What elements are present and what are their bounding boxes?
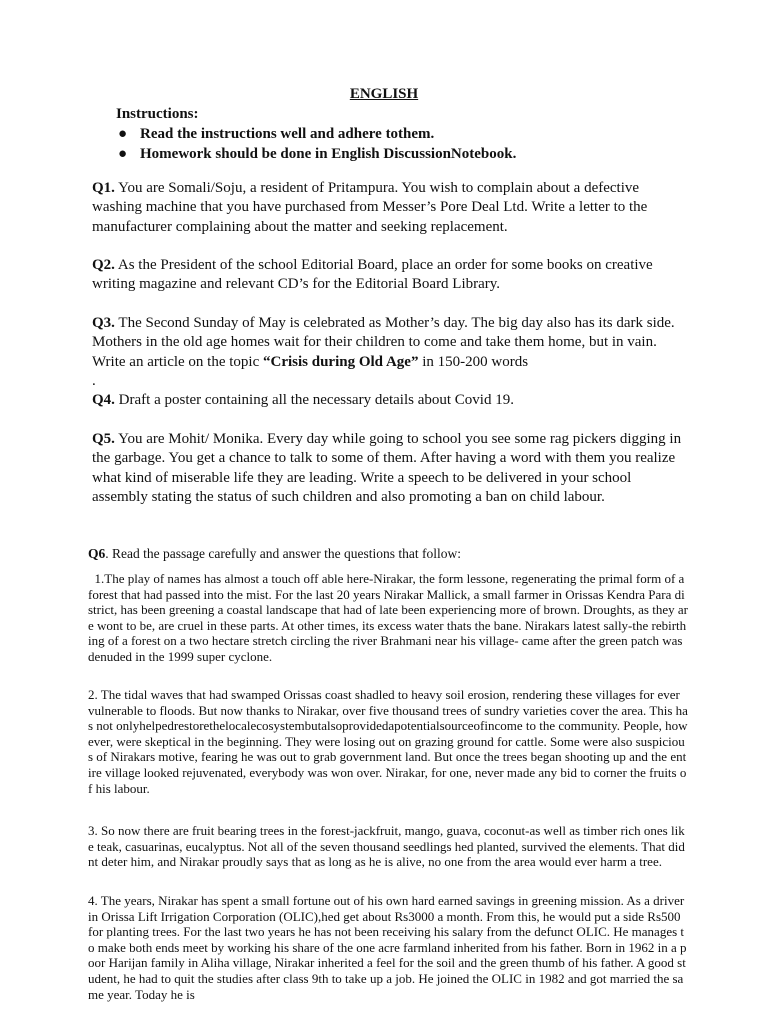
question-text: . Read the passage carefully and answer the questions that follow: xyxy=(105,546,462,561)
instructions-block xyxy=(116,104,716,164)
question-q1 xyxy=(92,179,682,237)
question-label: Q5. xyxy=(92,431,115,447)
question-label: Q3. xyxy=(92,315,115,331)
stray-period: . xyxy=(92,372,96,389)
bullet-icon: ● xyxy=(118,126,128,142)
question-text: As the President of the school Editorial Board, place an order for some books on creative writing magazine and relevant CD’s for the Editorial Board Library. xyxy=(92,257,653,293)
passage-paragraph-2: 2. The tidal waves that had swamped Orissas coast shadled to heavy soil erosion, rendering these villages for ever vulnerable to floods. But now thanks to Nirakar, over five thousand trees of sundry varieties cover the area. This has not onlyhelpedrestorethelocalecosystembutalsoprovidedapotentialsourceofincome to the community. People, however, were skeptical in the beginning. They were losing out on grazing ground for cattle. Some were also suspicious of Nirakars motive, fearing he was out to grab government land. But once the trees began shooting up and the entire village looked rejuvenated, everybody was won over. Nirakar, for one, never made any bid to corner the fruits of his labour. xyxy=(88,687,688,796)
question-text: You are Somali/Soju, a resident of Pritampura. You wish to complain about a defective washing machine that you have purchased from Messer’s Pore Deal Ltd. Write a letter to the manufacturer complaining about the matter and seeking replacement. xyxy=(92,180,648,235)
question-text: The Second Sunday of May is celebrated as Mother’s day. The big day also has its dark side. Mothers in the old age homes wait for their children to come and take them home, but in vain. Write an article on the topic xyxy=(92,315,675,370)
instruction-item xyxy=(118,144,716,164)
question-q4 xyxy=(92,391,682,410)
question-suffix: in 150-200 words xyxy=(422,353,529,370)
bullet-icon: ● xyxy=(118,146,128,162)
question-q5 xyxy=(92,430,682,507)
passage-paragraph-3: 3. So now there are fruit bearing trees in the forest-jackfruit, mango, guava, coconut-as well as timber rich ones like teak, casuarinas, eucalyptus. Not all of the seven thousand seedlings hed planted, survived the elements. That didnt deter him, and Nirakar proudly says that as long as he is alive, no one from the area would ever harm a tree. xyxy=(88,823,685,870)
instructions-heading: Instructions: xyxy=(116,106,199,122)
question-text: Draft a poster containing all the necessary details about Covid 19. xyxy=(118,392,514,408)
question-q2 xyxy=(92,256,682,295)
question-topic: “Crisis during Old Age” xyxy=(263,353,419,370)
question-label: Q1. xyxy=(92,180,115,196)
question-label: Q2. xyxy=(92,257,115,273)
instructions-list xyxy=(116,124,716,164)
question-q3 xyxy=(92,314,682,391)
instruction-text: Homework should be done in English DiscussionNotebook. xyxy=(140,146,517,162)
passage-paragraph-4: 4. The years, Nirakar has spent a small fortune out of his own hard earned savings in greening mission. As a driver in Orissa Lift Irrigation Corporation (OLIC),hed get about Rs3000 a month. From this, he would put a side Rs500 for planting trees. For the last two years he has not been receiving his salary from the defunct OLIC. He manages to make both ends meet by working his share of the one acre farmland inherited from his father. Born in 1962 in a poor Harijan family in Aliha village, Nirakar inherited a feel for the soil and the green thumb of his father. A good student, he had to quit the studies after class 9th to take up a job. He joined the OLIC in 1982 and got married the same year. Today he is xyxy=(88,893,687,1002)
passage-paragraph-1: 1.The play of names has almost a touch off able here-Nirakar, the form lessone, regenerating the primal form of a forest that had passed into the mist. For the last 20 years Nirakar Mallick, a small farmer in Orissas Kendra Para district, has been greening a coastal landscape that had of late been experiencing more of brown. Droughts, as they are wont to be, are cruel in these parts. At other times, its excess water thats the bane. Nirakars latest sally-the rebirthing of a forest on a two hectare stretch circling the river Brahmani near his village- came after the green patch was denuded in the 1999 super cyclone. xyxy=(88,571,688,664)
page-title: ENGLISH xyxy=(349,86,419,102)
instruction-item xyxy=(118,124,716,144)
instruction-text: Read the instructions well and adhere tothem. xyxy=(140,126,435,142)
question-q6 xyxy=(88,546,688,562)
question-label: Q4. xyxy=(92,392,115,408)
question-text: You are Mohit/ Monika. Every day while going to school you see some rag pickers digging in the garbage. You get a chance to talk to some of them. After having a word with them you realize what kind of miserable life they are leading. Write a speech to be delivered in your school assembly stating the status of such children and also promoting a ban on child labour. xyxy=(92,431,682,505)
question-label: Q6 xyxy=(88,546,106,561)
